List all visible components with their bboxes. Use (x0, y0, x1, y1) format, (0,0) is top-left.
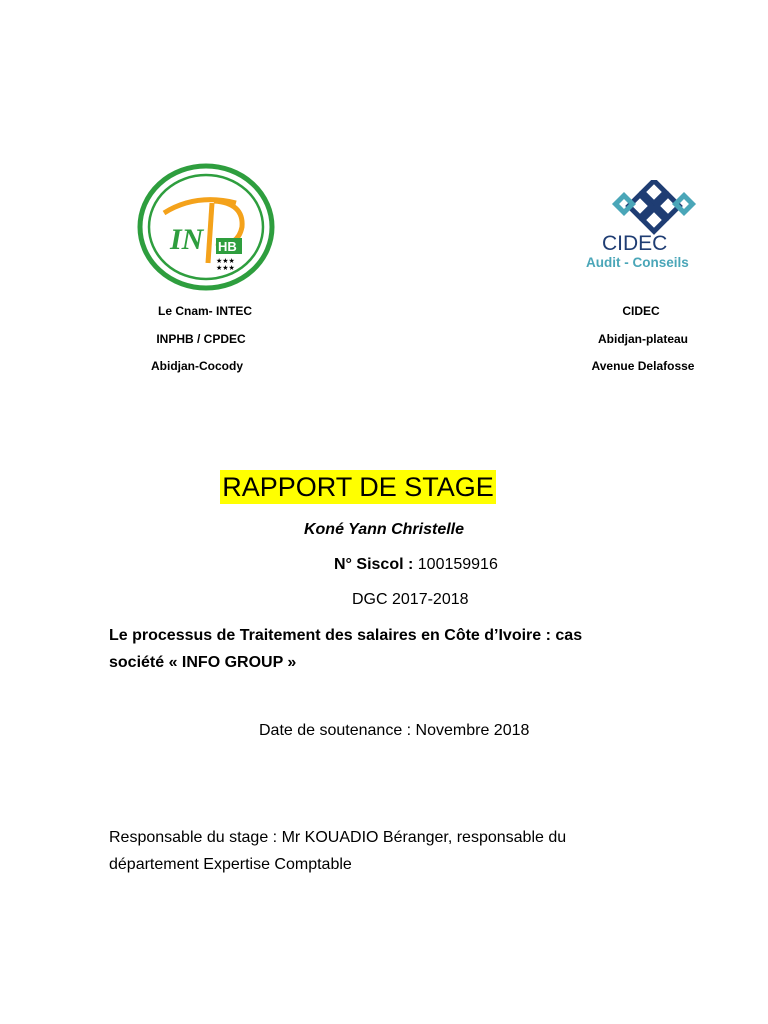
supervisor-line-1: Responsable du stage : Mr KOUADIO Béranger, responsable du (109, 829, 567, 846)
subject-line-2: société « INFO GROUP » (109, 654, 297, 671)
siscol-line (334, 556, 498, 574)
svg-text:★★★: ★★★ (216, 265, 235, 272)
author-name: Koné Yann Christelle (303, 521, 465, 538)
right-line-1: CIDEC (622, 304, 660, 318)
report-title: RAPPORT DE STAGE (222, 472, 494, 502)
right-line-2: Abidjan-plateau (597, 332, 688, 346)
left-line-3: Abidjan-Cocody (151, 359, 243, 373)
siscol-label: N° Siscol : (334, 556, 414, 573)
left-line-2: INPHB / CPDEC (156, 332, 246, 346)
svg-text:★★★: ★★★ (216, 258, 235, 265)
cidec-logo-name: CIDEC (602, 232, 668, 255)
program-line: DGC 2017-2018 (352, 591, 469, 608)
cidec-logo (584, 180, 734, 272)
left-line-1: Le Cnam- INTEC (157, 304, 252, 318)
siscol-value: 100159916 (417, 556, 498, 573)
right-line-3: Avenue Delafosse (591, 359, 695, 373)
cidec-logo-tagline: Audit - Conseils (586, 255, 689, 270)
supervisor-line-2: département Expertise Comptable (109, 856, 352, 873)
subject-line-1: Le processus de Traitement des salaires en Côte d’Ivoire : cas (109, 627, 583, 644)
title-wrap (0, 470, 742, 504)
inphb-logo (136, 163, 276, 291)
svg-text:HB: HB (218, 239, 237, 254)
svg-text:IN: IN (170, 223, 204, 256)
defense-date: Date de soutenance : Novembre 2018 (259, 722, 530, 739)
